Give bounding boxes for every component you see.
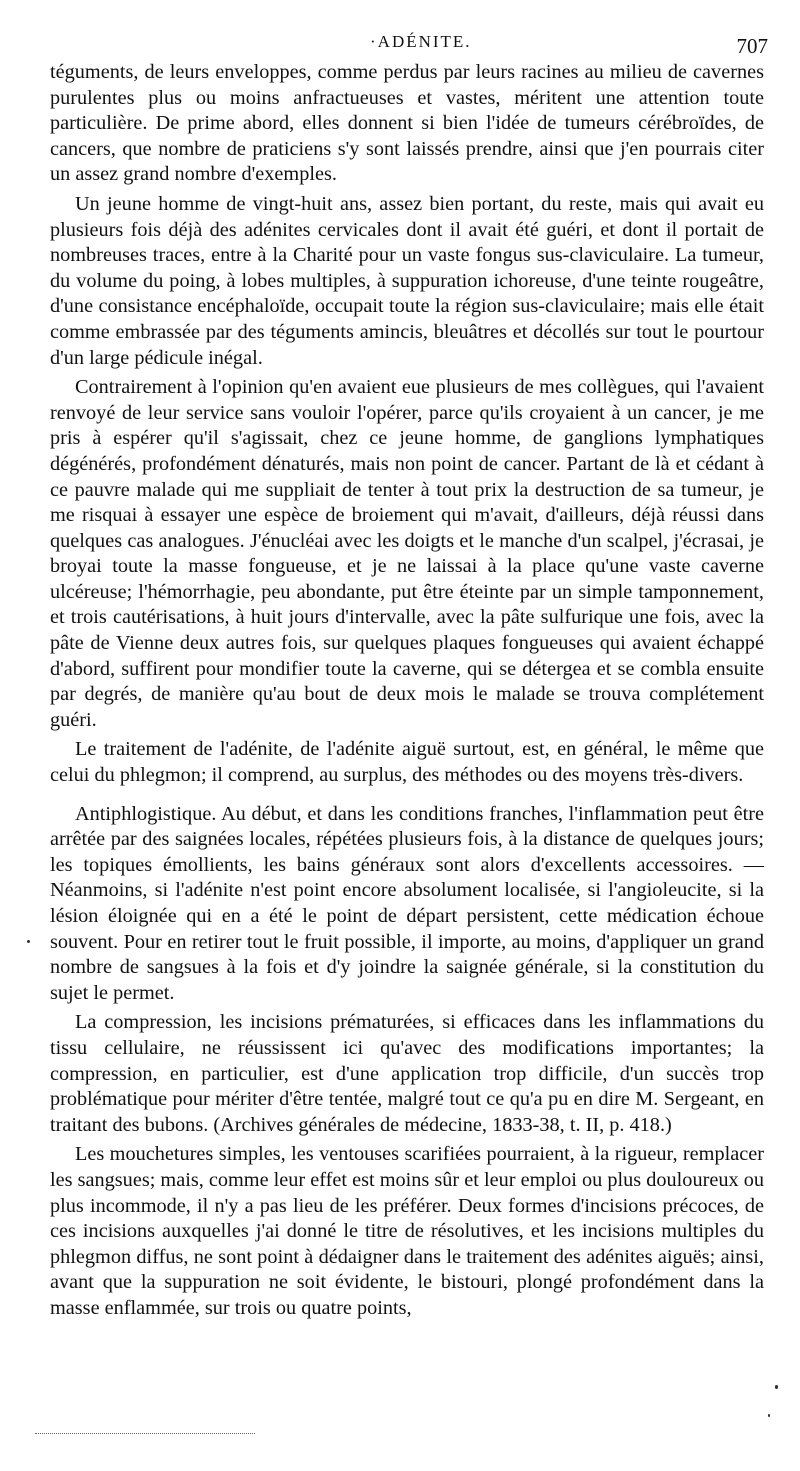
paragraph-case-report: Un jeune homme de vingt-huit ans, assez bien portant, du reste, mais qui avait eu plusieurs fois déjà des adénites cervicales dont il avait été guéri, et dont il portait de nombreuses traces, entre à la Charité pour un vaste fongus sus-claviculaire. La tumeur, du volume du poing, à lobes multiples, à suppuration ichoreuse, d'une teinte rougeâtre, d'une consistance encéphaloïde, occupait toute la région sus-claviculaire; mais elle était comme embrassée par des téguments amincis, bleuâtres et décollés sur tout le pourtour d'un large pédicule inégal. [50,192,764,369]
print-speck [27,940,30,943]
text-body [50,60,764,1322]
page-number: 707 [736,34,768,58]
running-title: ·ADÉNITE. [370,32,472,51]
paragraph-treatment-intro: Le traitement de l'adénite, de l'adénite aiguë surtout, est, en général, le même que celui du phlegmon; il comprend, au surplus, des méthodes ou des moyens très-divers. [50,738,764,787]
paragraph-continuation: téguments, de leurs enveloppes, comme perdus par leurs racines au milieu de cavernes purulentes plus ou moins anfractueuses et vastes, méritent une attention toute particulière. De prime abord, elles donnent si bien l'idée de tumeurs cérébroïdes, de cancers, que nombre de praticiens s'y sont laissés prendre, ainsi que j'en pourrais citer un assez grand nombre d'exemples. [50,61,764,186]
print-speck [775,1385,778,1389]
paragraph-antiphlogistique: Antiphlogistique. Au début, et dans les conditions franches, l'inflammation peut être arrêtée par des saignées locales, répétées plusieurs fois, à la distance de quelques jours; les topiques émollients, les bains généraux sont alors d'excellents accessoires. — Néanmoins, si l'adénite n'est point encore absolument localisée, si l'angioleucite, si la lésion éloignée qui en a été le point de départ persistent, cette médication échoue souvent. Pour en retirer tout le fruit possible, il importe, au moins, d'appliquer un grand nombre de sangsues à la fois et d'y joindre la saignée générale, si la constitution du sujet le permet. [50,802,764,1004]
paragraph-compression: La compression, les incisions prématurées, si efficaces dans les inflammations du tissu cellulaire, ne réussissent ici qu'avec des modifications importantes; la compression, en particulier, est d'une application trop difficile, d'un succès trop problématique pour mériter d'être tentée, malgré tout ce qu'a pu en dire M. Sergeant, en traitant des bubons. (Archives générales de médecine, 1833-38, t. II, p. 418.) [50,1011,764,1136]
bottom-dotted-rule [35,1433,255,1434]
print-speck [768,1414,770,1417]
paragraph-treatment-case: Contrairement à l'opinion qu'en avaient eue plusieurs de mes collègues, qui l'avaient renvoyé de leur service sans vouloir l'opérer, parce qu'ils croyaient à un cancer, je me pris à espérer qu'il s'agissait, chez ce jeune homme, de ganglions lymphatiques dégénérés, profondément dénaturés, mais non point de cancer. Partant de là et cédant à ce pauvre malade qui me suppliait de tenter à tout prix la destruction de sa tumeur, je me risquai à essayer une espèce de broiement qui m'avait, d'ailleurs, déjà réussi dans quelques cas analogues. J'énucléai avec les doigts et le manche d'un scalpel, j'écrasai, je broyai toute la masse fongueuse, et je ne laissai à la place qu'une vaste caverne ulcéreuse; l'hémorrhagie, peu abondante, put être éteinte par un simple tamponnement, et trois cautérisations, à huit jours d'intervalle, avec la pâte sulfurique une fois, avec la pâte de Vienne deux autres fois, sur quelques plaques fongueuses qui avaient échappé d'abord, suffirent pour mondifier toute la caverne, qui se détergea et se combla ensuite par degrés, de manière qu'au bout de deux mois le malade se trouva complétement guéri. [50,376,764,731]
paragraph-mouchetures: Les mouchetures simples, les ventouses scarifiées pourraient, à la rigueur, remplacer les sangsues; mais, comme leur effet est moins sûr et leur emploi ou plus douloureux ou plus incommode, il n'y a pas lieu de les préférer. Deux formes d'incisions précoces, de ces incisions auxquelles j'ai donné le titre de résolutives, et les incisions multiples du phlegmon diffus, ne sont point à dédaigner dans le traitement des adénites aiguës; ainsi, avant que la suppuration ne soit évidente, le bistouri, plongé profondément dans la masse enflammée, sur trois ou quatre points, [50,1143,764,1319]
